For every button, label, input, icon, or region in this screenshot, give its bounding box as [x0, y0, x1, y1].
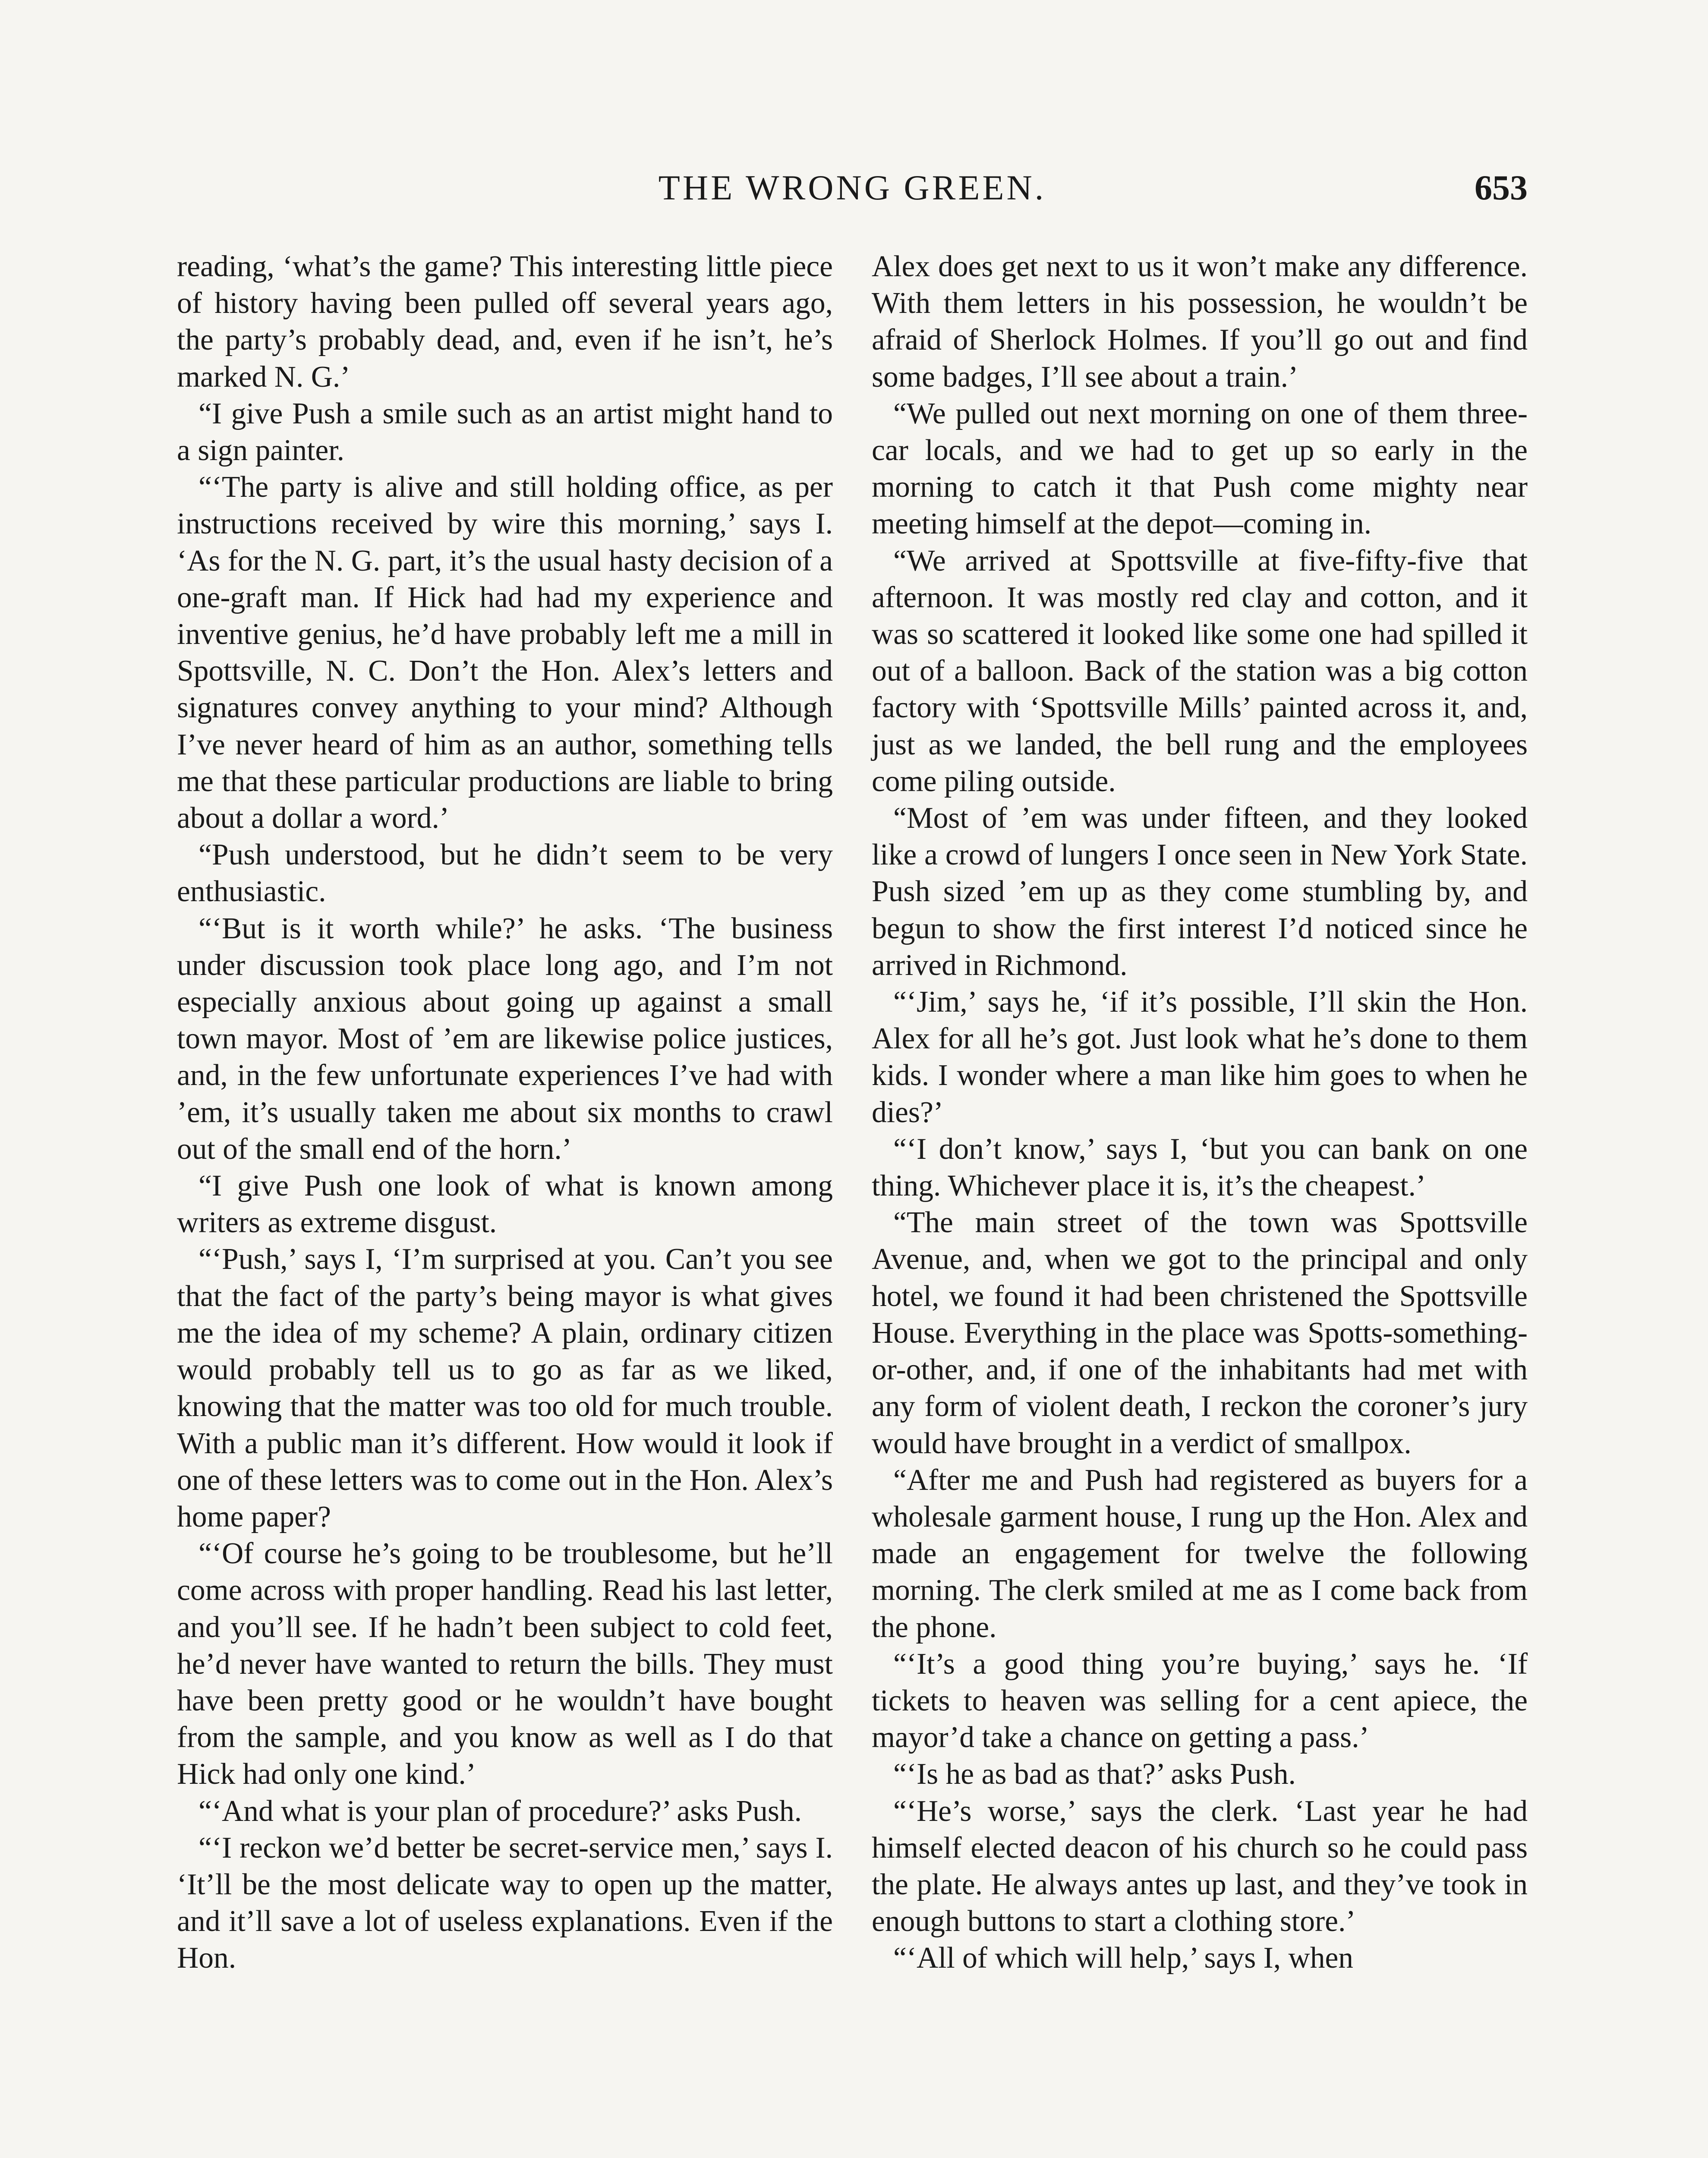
paragraph: “I give Push a smile such as an artist might hand to a sign painter.	[177, 397, 833, 467]
right-column	[872, 248, 1528, 1977]
paragraph: “‘He’s worse,’ says the clerk. ‘Last year he had himself elected deacon of his church so he could pass the plate. He always antes up last, and they’ve took in enough buttons to start a clothing store.’	[872, 1794, 1528, 1938]
paragraph: “Most of ’em was under fifteen, and they looked like a crowd of lungers I once seen in New York State. Push sized ’em up as they come stumbling by, and begun to show the first interest I’d noticed since he arrived in Richmond.	[872, 801, 1528, 982]
paragraph: “I give Push one look of what is known among writers as extreme disgust.	[177, 1169, 833, 1240]
running-title: THE WRONG GREEN.	[658, 168, 1046, 207]
left-column	[177, 248, 833, 1977]
paragraph: reading, ‘what’s the game? This interesting little piece of history having been pulled off several years ago, the party’s probably dead, and, even if he isn’t, he’s marked N. G.’	[177, 250, 833, 394]
paragraph: “‘It’s a good thing you’re buying,’ says he. ‘If tickets to heaven was selling for a cent apiece, the mayor’d take a chance on getting a pass.’	[872, 1647, 1528, 1754]
paragraph: “‘Is he as bad as that?’ asks Push.	[893, 1757, 1296, 1791]
paragraph: “We pulled out next morning on one of them three-car locals, and we had to get up so early in the morning to catch it that Push come mighty near meeting himself at the depot—coming in.	[872, 397, 1528, 541]
paragraph: Alex does get next to us it won’t make any difference. With them letters in his possession, he wouldn’t be afraid of Sherlock Holmes. If you’ll go out and find some badges, I’ll see about a train.’	[872, 250, 1528, 394]
paragraph: “‘Jim,’ says he, ‘if it’s possible, I’ll skin the Hon. Alex for all he’s got. Just look what he’s done to them kids. I wonder where a man like him goes to when he dies?’	[872, 985, 1528, 1129]
running-header	[177, 162, 1528, 214]
paragraph: “‘And what is your plan of procedure?’ asks Push.	[199, 1794, 802, 1828]
paragraph: “After me and Push had registered as buyers for a wholesale garment house, I rung up the Hon. Alex and made an engagement for twelve the following morning. The clerk smiled at me as I come back from the phone.	[872, 1463, 1528, 1644]
paragraph: “‘I reckon we’d better be secret-service men,’ says I. ‘It’ll be the most delicate way to open up the matter, and it’ll save a lot of useless explanations. Even if the Hon.	[177, 1831, 833, 1975]
paragraph: “‘But is it worth while?’ he asks. ‘The business under discussion took place long ago, and I’m not especially anxious about going up against a small town mayor. Most of ’em are likewise police justices, and, in the few unfortunate experiences I’ve had with ’em, it’s usually taken me about six months to crawl out of the small end of the horn.’	[177, 912, 833, 1166]
paragraph: “‘The party is alive and still holding office, as per instructions received by wire this morning,’ says I. ‘As for the N. G. part, it’s the usual hasty decision of a one-graft man. If Hick had had my experience and inventive genius, he’d have probably left me a mill in Spottsville, N. C. Don’t the Hon. Alex’s letters and signatures convey anything to your mind? Although I’ve never heard of him as an author, something tells me that these particular productions are liable to bring about a dollar a word.’	[177, 470, 833, 835]
paragraph: “‘I don’t know,’ says I, ‘but you can bank on one thing. Whichever place it is, it’s the cheapest.’	[872, 1132, 1528, 1203]
paragraph: “‘All of which will help,’ says I, when	[893, 1941, 1354, 1975]
paragraph: “We arrived at Spottsville at five-fifty-five that afternoon. It was mostly red clay and cotton, and it was so scattered it looked like some one had spilled it out of a balloon. Back of the station was a big cotton factory with ‘Spottsville Mills’ painted across it, and, just as we landed, the bell rung and the employees come piling outside.	[872, 544, 1528, 798]
paragraph: “The main street of the town was Spottsville Avenue, and, when we got to the principal and only hotel, we found it had been christened the Spottsville House. Everything in the place was Spotts-something-or-other, and, if one of the inhabitants had met with any form of violent death, I reckon the coroner’s jury would have brought in a verdict of smallpox.	[872, 1206, 1528, 1460]
page-number: 653	[1475, 168, 1528, 207]
paragraph: “Push understood, but he didn’t seem to be very enthusiastic.	[177, 838, 833, 909]
paragraph: “‘Of course he’s going to be troublesome, but he’ll come across with proper handling. Read his last letter, and you’ll see. If he hadn’t been subject to cold feet, he’d never have wanted to return the bills. They must have been pretty good or he wouldn’t have bought from the sample, and you know as well as I do that Hick had only one kind.’	[177, 1537, 833, 1791]
paragraph: “‘Push,’ says I, ‘I’m surprised at you. Can’t you see that the fact of the party’s being mayor is what gives me the idea of my scheme? A plain, ordinary citizen would probably tell us to go as far as we liked, knowing that the matter was too old for much trouble. With a public man it’s different. How would it look if one of these letters was to come out in the Hon. Alex’s home paper?	[177, 1243, 833, 1533]
